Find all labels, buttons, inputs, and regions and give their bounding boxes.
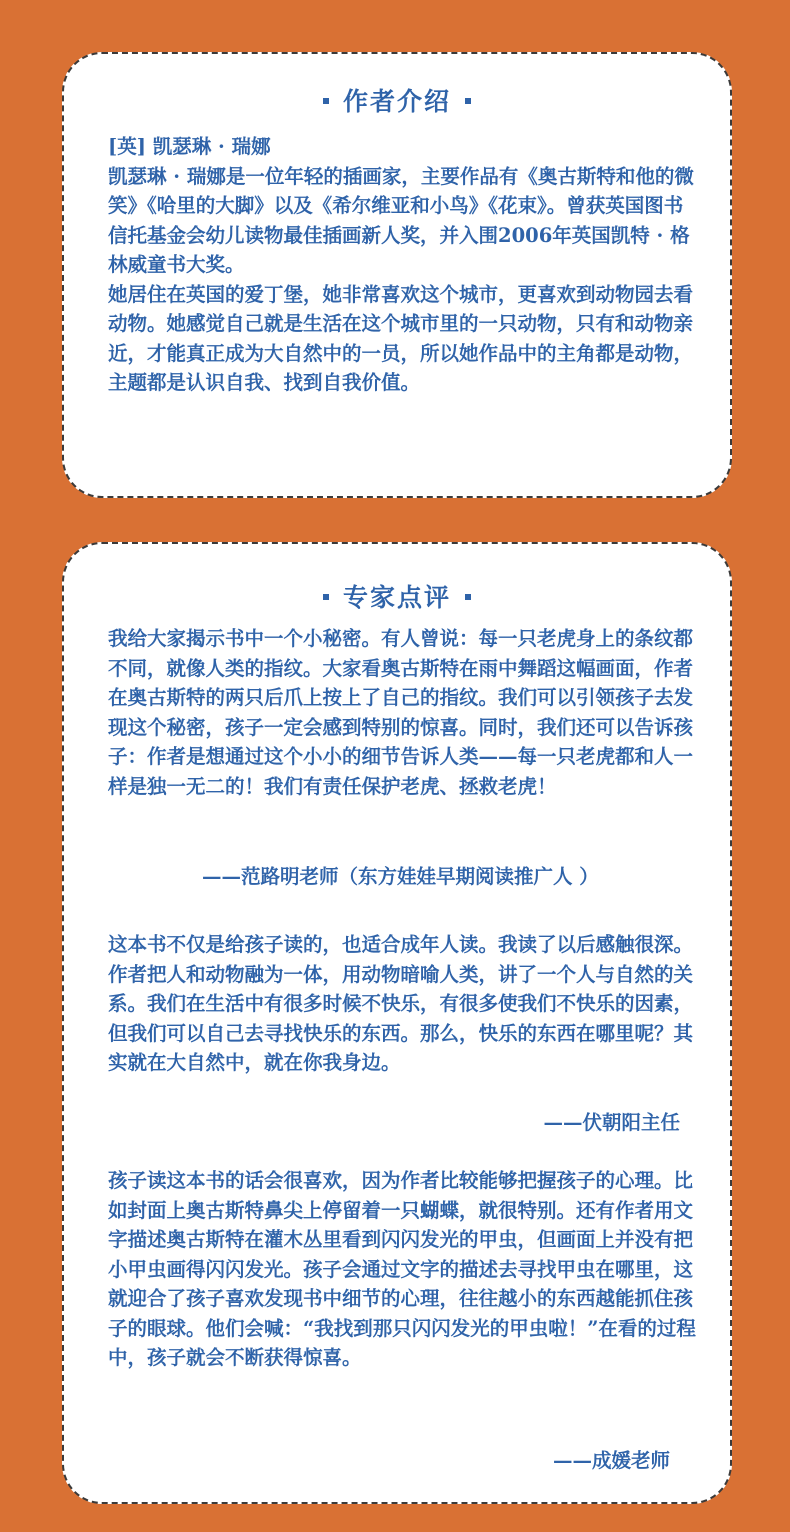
review-text — [108, 930, 696, 1078]
expert-review-title: 专家点评 — [342, 583, 451, 612]
bullet-square-icon — [323, 98, 329, 104]
author-intro-heading — [64, 82, 730, 118]
review-signature: ——伏朝阳主任 — [543, 1111, 680, 1134]
review-paragraph: 孩子读这本书的话会很喜欢，因为作者比较能够把握孩子的心理。比如封面上奥古斯特鼻尖上停留着一只蝴蝶，就很特别。还有作者用文字描述奥古斯特在灌木丛里看到闪闪发光的甲虫，但画面上并没有把小甲虫画得闪闪发光。孩子会通过文字的描述去寻找甲虫在哪里，这就迎合了孩子喜欢发现书中细节的心理，往往越小的东西越能抓住孩子的眼球。他们会喊：“我找到那只闪闪发光的甲虫啦！”在看的过程中，孩子就会不断获得惊喜。 — [108, 1169, 696, 1369]
author-bio-paragraph: 她居住在英国的爱丁堡，她非常喜欢这个城市，更喜欢到动物园去看动物。她感觉自己就是生活在这个城市里的一只动物，只有和动物亲近，才能真正成为大自然中的一员，所以她作品中的主角都是动物，主题都是认识自我、找到自我价值。 — [108, 282, 694, 394]
author-intro-card — [62, 52, 732, 498]
author-intro-title: 作者介绍 — [342, 87, 451, 116]
expert-review-card — [62, 542, 732, 1504]
author-intro-body — [108, 132, 696, 398]
author-name: [英] 凯瑟琳 · 瑞娜 — [108, 135, 271, 158]
review-text — [108, 624, 696, 801]
review-paragraph: 我给大家揭示书中一个小秘密。有人曾说：每一只老虎身上的条纹都不同，就像人类的指纹。大家看奥古斯特在雨中舞蹈这幅画面，作者在奥古斯特的两只后爪上按上了自己的指纹。我们可以引领孩子去发现这个秘密，孩子一定会感到特别的惊喜。同时，我们还可以告诉孩子：作者是想通过这个小小的细节告诉人类——每一只老虎都和人一样是独一无二的！我们有责任保护老虎、拯救老虎！ — [108, 627, 694, 798]
review-signature: ——成媛老师 — [552, 1449, 670, 1472]
review-paragraph: 这本书不仅是给孩子读的，也适合成年人读。我读了以后感触很深。作者把人和动物融为一体，用动物暗喻人类，讲了一个人与自然的关系。我们在生活中有很多时候不快乐，有很多使我们不快乐的因素，但我们可以自己去寻找快乐的东西。那么，快乐的东西在哪里呢？其实就在大自然中，就在你我身边。 — [108, 933, 694, 1074]
review-signature: ——范路明老师（东方娃娃早期阅读推广人 ） — [202, 865, 599, 888]
review-text — [108, 1166, 696, 1373]
expert-review-heading — [64, 578, 730, 614]
author-bio-paragraph: 凯瑟琳 · 瑞娜是一位年轻的插画家，主要作品有《奥古斯特和他的微笑》《哈里的大脚》以及《希尔维亚和小鸟》《花束》。曾获英国图书信托基金会幼儿读物最佳插画新人奖，并入围2006年英国凯特 · 格林威童书大奖。 — [108, 164, 694, 276]
bullet-square-icon — [323, 594, 329, 600]
bullet-square-icon — [465, 594, 471, 600]
bullet-square-icon — [465, 98, 471, 104]
